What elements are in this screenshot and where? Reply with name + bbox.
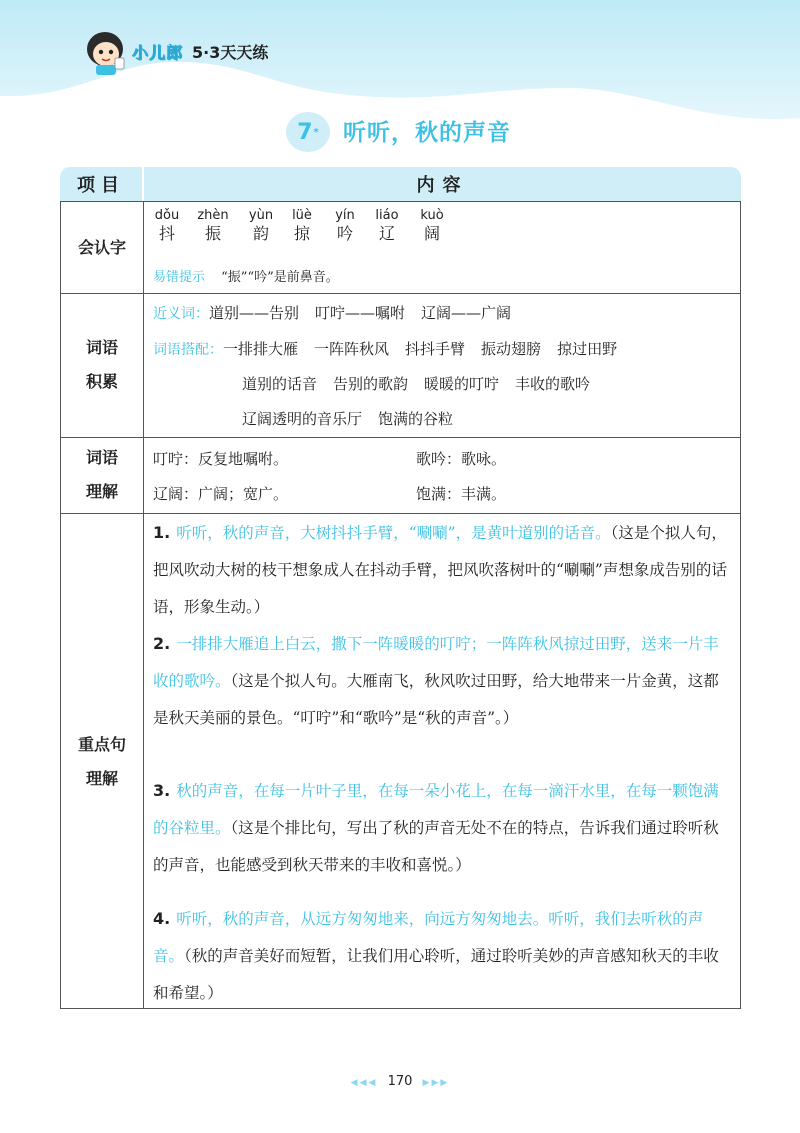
- mascot-logo: [78, 28, 132, 76]
- sentences-label-line1: 重点句: [77, 734, 126, 754]
- sentence-note: （这是个拟人句，把风吹动大树的枝干想象成人在抖动手臂，把风吹落树叶的“唰唰”声想象成告别的话语，形象生动。）: [153, 524, 727, 616]
- pinyin: liáo: [375, 208, 399, 223]
- pinyin: kuò: [420, 208, 444, 223]
- sentence-number: 2.: [153, 634, 171, 653]
- collocation-item: 一阵阵秋风: [314, 340, 390, 358]
- understanding-label-line1: 词语: [85, 448, 118, 467]
- lesson-number-badge: [286, 112, 330, 152]
- pinyin: yín: [335, 208, 355, 223]
- character: 韵: [252, 224, 269, 243]
- definition: 辽阔：广阔；宽广。: [153, 485, 289, 503]
- sentence-quote: 听听，秋的声音，从远方匆匆地来，向远方匆匆地去。听听，我们去听秋的声音。: [153, 910, 704, 965]
- sentence-quote: 一排排大雁追上白云，撒下一阵暖暖的叮咛；一阵阵秋风掠过田野，送来一片丰收的歌吟。: [153, 635, 719, 690]
- collocation-item: 掠过田野: [557, 340, 618, 358]
- collocation-item: 辽阔透明的音乐厅: [242, 410, 363, 428]
- column-header-item: 项目: [60, 167, 142, 201]
- sentence-note: （这是个拟人句。大雁南飞，秋风吹过田野，给大地带来一片金黄，这都是秋天美丽的景色。“叮咛”和“歌吟”是“秋的声音”。）: [153, 672, 719, 727]
- row-label-literacy: [61, 202, 143, 293]
- error-tip: [153, 266, 339, 285]
- key-sentence: [153, 772, 731, 884]
- character: 掠: [293, 224, 310, 243]
- collocation-line: [242, 373, 606, 394]
- collocation-item: 抖抖手臂: [405, 340, 466, 358]
- page-number: 170: [387, 1074, 413, 1089]
- vocab-label-line2: 积累: [85, 372, 118, 391]
- understanding-label-line2: 理解: [85, 482, 118, 501]
- synonym-line: [153, 302, 527, 323]
- key-sentence: [153, 514, 731, 626]
- sentence-number: 4.: [153, 909, 171, 928]
- key-sentence: [153, 900, 731, 1012]
- sentence-number: 1.: [153, 523, 171, 542]
- collocation-item: 道别的话音: [242, 375, 318, 393]
- pinyin: lüè: [292, 208, 312, 223]
- lesson-table: [60, 201, 741, 1009]
- tip-text: “振”“吟”是前鼻音。: [221, 270, 339, 285]
- row-divider: [61, 437, 740, 438]
- pinyin: zhèn: [197, 208, 229, 223]
- tip-label: 易错提示: [153, 270, 206, 285]
- collocation-line: [153, 338, 633, 359]
- synonym-item: 道别——告别: [209, 304, 300, 322]
- column-divider: [143, 202, 144, 1008]
- character: 吟: [336, 224, 353, 243]
- definition: 饱满：丰满。: [416, 485, 507, 503]
- pinyin: yùn: [248, 208, 274, 223]
- collocation-item: 饱满的谷粒: [378, 410, 454, 428]
- collocation-item: 暖暖的叮咛: [424, 375, 500, 393]
- literacy-label: 会认字: [77, 237, 126, 257]
- sentence-number: 3.: [153, 781, 171, 800]
- character: 振: [204, 224, 221, 243]
- synonym-item: 辽阔——广阔: [421, 304, 512, 322]
- key-sentence: [153, 625, 731, 737]
- row-label-sentences: [61, 513, 143, 1010]
- synonym-item: 叮咛——嘱咐: [315, 304, 406, 322]
- lesson-title: 听听，秋的声音: [343, 120, 511, 146]
- sentence-note: （这是个排比句，写出了秋的声音无处不在的特点，告诉我们通过聆听秋的声音，也能感受到秋天带来的丰收和喜悦。）: [153, 819, 719, 874]
- row-label-understanding: [61, 437, 143, 513]
- sentences-label-line2: 理解: [85, 768, 118, 788]
- character: 阔: [423, 224, 440, 243]
- definition: 叮咛：反复地嘱咐。: [153, 450, 289, 468]
- lesson-mark: *: [313, 126, 319, 138]
- brand-name: 小儿郎: [132, 43, 184, 62]
- collocation-item: 振动翅膀: [481, 340, 542, 358]
- left-arrows-icon: ◀◀◀: [350, 1078, 378, 1088]
- collocation-line: [242, 408, 469, 429]
- row-divider: [61, 293, 740, 294]
- vocab-label-line1: 词语: [85, 338, 118, 357]
- collocation-label: 词语搭配：: [153, 342, 223, 358]
- series-name: 5·3天天练: [192, 43, 269, 62]
- synonym-label: 近义词：: [153, 306, 209, 322]
- lesson-number: 7: [297, 119, 313, 145]
- pinyin: dǒu: [154, 208, 180, 223]
- collocation-item: 一排排大雁: [223, 340, 299, 358]
- definition: 歌吟：歌咏。: [416, 450, 507, 468]
- row-label-vocab: [61, 293, 143, 437]
- sentence-quote: 听听，秋的声音，大树抖抖手臂，“唰唰”，是黄叶道别的话音。: [176, 524, 611, 542]
- collocation-item: 丰收的歌吟: [515, 375, 591, 393]
- sentence-note: （秋的声音美好而短暂，让我们用心聆听，通过聆听美妙的声音感知秋天的丰收和希望。）: [153, 947, 719, 1002]
- page-footer: [0, 1074, 800, 1089]
- character: 辽: [378, 224, 395, 243]
- right-arrows-icon: ▶▶▶: [422, 1078, 450, 1088]
- character: 抖: [158, 224, 175, 243]
- character-item: [402, 208, 462, 244]
- column-header-content: 内容: [144, 167, 741, 201]
- sentence-quote: 秋的声音，在每一片叶子里，在每一朵小花上，在每一滴汗水里，在每一颗饱满的谷粒里。: [153, 782, 719, 837]
- collocation-item: 告别的歌韵: [333, 375, 409, 393]
